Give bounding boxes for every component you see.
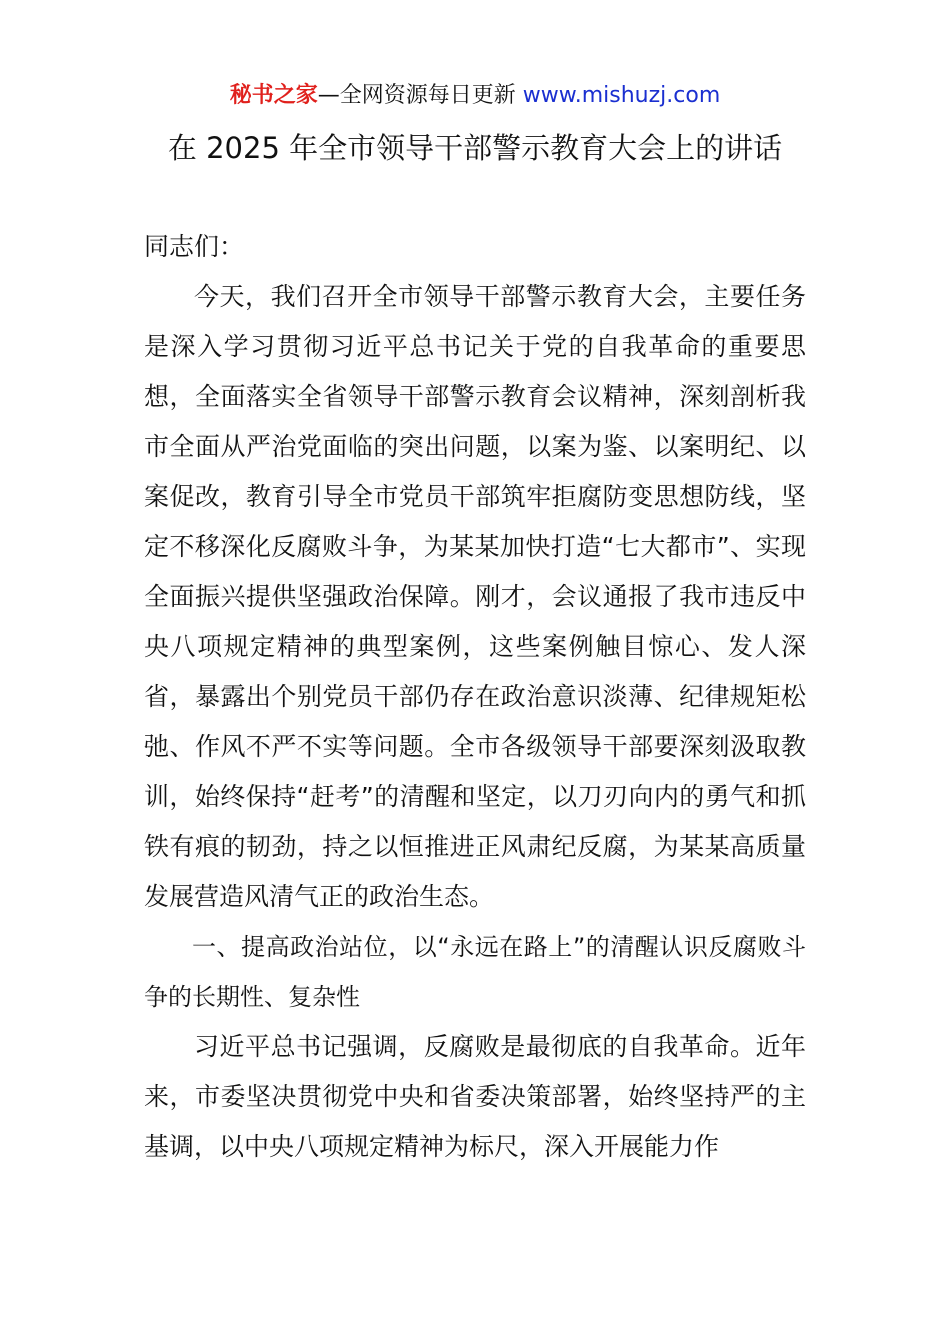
document-title: 在 2025 年全市领导干部警示教育大会上的讲话 — [167, 131, 783, 165]
document-body — [144, 222, 806, 1172]
section-paragraph: 习近平总书记强调，反腐败是最彻底的自我革命。近年来，市委坚决贯彻党中央和省委决策部署，始终坚持严的主基调，以中央八项规定精神为标尺，深入开展能力作 — [144, 1032, 806, 1161]
site-url-link[interactable]: www.mishuzj.com — [522, 83, 721, 108]
site-brand: 秘书之家 — [229, 83, 318, 108]
opening-paragraph: 今天，我们召开全市领导干部警示教育大会，主要任务是深入学习贯彻习近平总书记关于党的自我革命的重要思想，全面落实全省领导干部警示教育会议精神，深刻剖析我市全面从严治党面临的突出问题，以案为鉴、以案明纪、以案促改，教育引导全市党员干部筑牢拒腐防变思想防线，坚定不移深化反腐败斗争，为某某加快打造“七大都市”、实现全面振兴提供坚强政治保障。刚才，会议通报了我市违反中央八项规定精神的典型案例，这些案例触目惊心、发人深省，暴露出个别党员干部仍存在政治意识淡薄、纪律规矩松弛、作风不严不实等问题。全市各级领导干部要深刻汲取教训，始终保持“赶考”的清醒和坚定，以刀刃向内的勇气和抓铁有痕的韧劲，持之以恒推进正风肃纪反腐，为某某高质量发展营造风清气正的政治生态。 — [144, 282, 806, 911]
site-tagline: —全网资源每日更新 — [317, 83, 523, 108]
section-heading: 一、提高政治站位，以“永远在路上”的清醒认识反腐败斗争的长期性、复杂性 — [144, 933, 806, 1011]
site-banner — [0, 80, 950, 112]
salutation: 同志们： — [144, 232, 245, 261]
